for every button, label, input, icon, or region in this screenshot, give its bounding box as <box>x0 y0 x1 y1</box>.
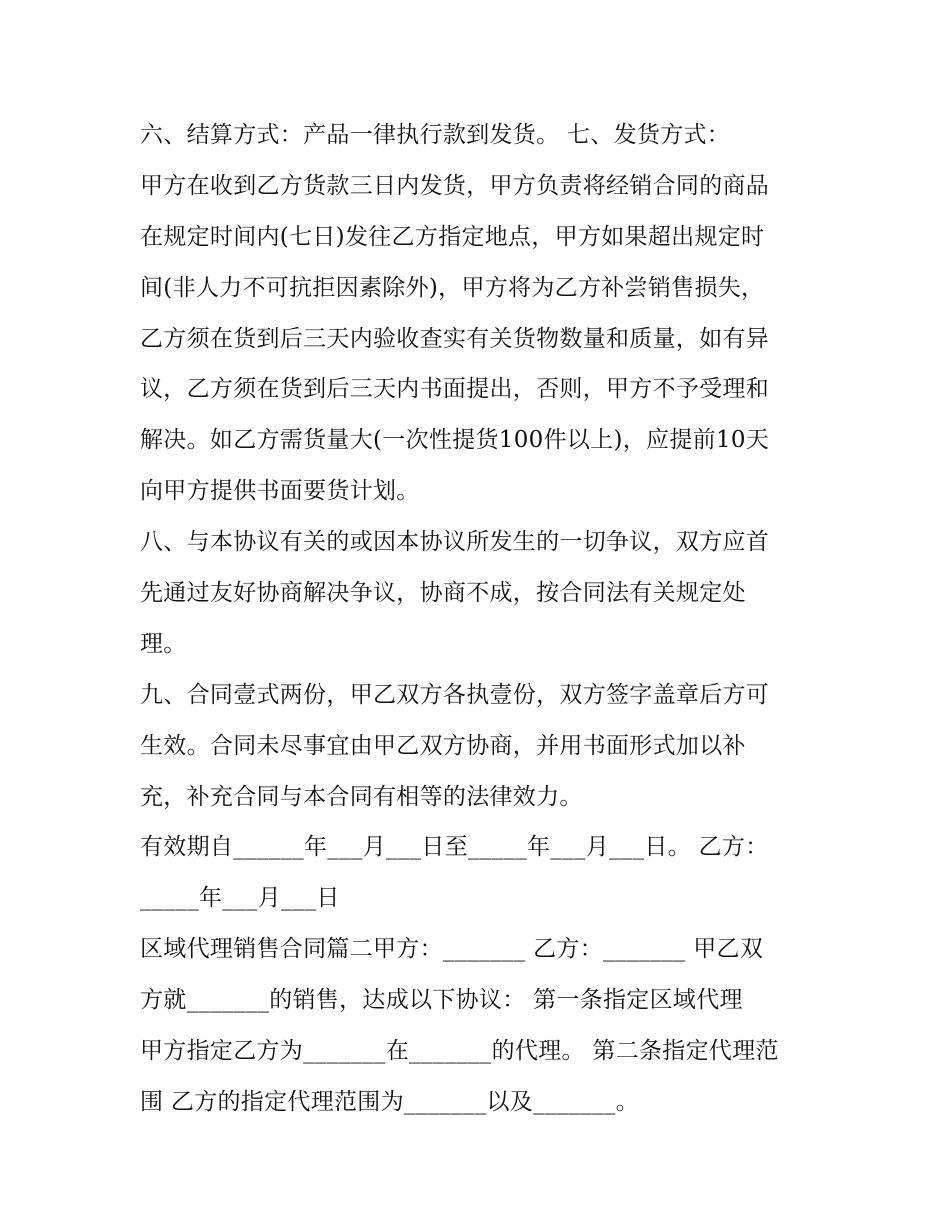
text-line: 在规定时间内(七日)发往乙方指定地点，甲方如果超出规定时 <box>140 223 765 250</box>
text-line: _____年___月___日 <box>140 885 340 912</box>
contract-text-body <box>140 110 820 1128</box>
text-line: 六、结算方式：产品一律执行款到发货。 七、发货方式： <box>140 122 731 148</box>
text-line: 解决。如乙方需货量大(一次性提货100件以上)，应提前10天 <box>140 427 770 454</box>
text-line: 甲方指定乙方为_______在_______的代理。 第二条指定代理范 <box>140 1038 779 1065</box>
text-line: 生效。合同未尽事宜由甲乙双方协商，并用书面形式加以补 <box>140 732 746 759</box>
text-line: 甲方在收到乙方货款三日内发货，甲方负责将经销合同的商品 <box>140 172 770 199</box>
text-line: 先通过友好协商解决争议，协商不成，按合同法有关规定处 <box>140 580 746 607</box>
text-line: 有效期自______年___月___日至_____年___月___日。 乙方： <box>140 834 769 861</box>
text-line: 间(非人力不可抗拒因素除外)，甲方将为乙方补尝销售损失， <box>140 274 765 301</box>
text-line: 围 乙方的指定代理范围为_______以及_______。 <box>140 1088 640 1115</box>
text-line: 向甲方提供书面要货计划。 <box>140 478 420 505</box>
text-line: 方就_______的销售，达成以下协议： 第一条指定区域代理 <box>140 987 743 1014</box>
text-line: 充，补充合同与本合同有相等的法律效力。 <box>140 783 583 810</box>
text-line: 议，乙方须在货到后三天内书面提出，否则，甲方不予受理和 <box>140 376 770 403</box>
text-line: 九、合同壹式两份，甲乙双方各执壹份，双方签字盖章后方可 <box>140 681 770 708</box>
text-line: 八、与本协议有关的或因本协议所发生的一切争议，双方应首 <box>140 529 770 556</box>
text-line: 区域代理销售合同篇二甲方：_______ 乙方：_______ 甲乙双 <box>140 936 764 963</box>
text-line: 理。 <box>140 630 187 657</box>
text-line: 乙方须在货到后三天内验收查实有关货物数量和质量，如有异 <box>140 325 770 352</box>
